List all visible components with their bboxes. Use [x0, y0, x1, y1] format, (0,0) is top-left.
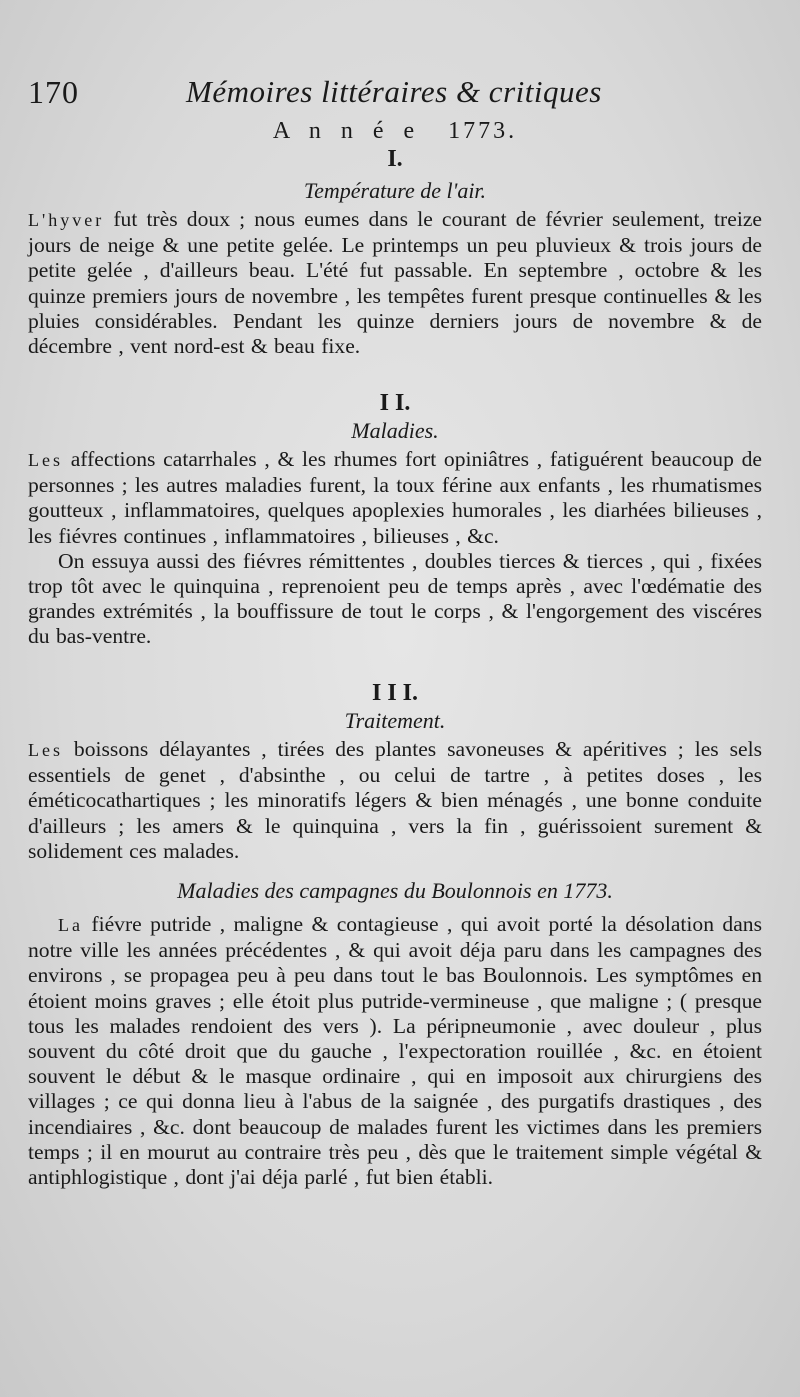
section-1-paragraph — [28, 207, 762, 359]
section-2-numeral: I I. — [379, 390, 411, 416]
section-3-title: Traitement. — [344, 708, 446, 733]
section-2-paragraph — [28, 447, 762, 650]
section-1-title: Température de l'air. — [303, 178, 487, 203]
section-3-paragraph — [28, 737, 762, 864]
section-4-lead: La — [58, 915, 83, 935]
running-title: Mémoires littéraires & critiques — [186, 74, 602, 109]
page-header — [28, 74, 760, 118]
section-3-lead: Les — [28, 740, 63, 760]
section-4-text: fiévre putride , maligne & contagieuse , qui avoit porté la désolation dans notre ville les années précédentes , & qui avoit déja paru dans les campagnes des environs , se propagea peu à peu dans tout le bas Boulonnois. Les symptômes en étoient moins graves ; elle étoit plus putride-vermineuse , que maligne ; ( presque tous les malades rendoient des vers ). La péripneumonie , avec douleur , plus souvent du côté droit que du gauche , l'expectoration rouillée , &c. en étoient souvent le début & le masque ordinaire , qui en imposoit aux chirurgiens des villages ; ce qui donna lieu à l'abus de la saignée , des purgatifs drastiques , des incendiaires , &c. dont beaucoup de malades furent les victimes dans les premiers temps ; il en mourut au contraire très peu , dès que le traitement simple végétal & antiphlogistique , dont j'ai déja parlé , fut bien établi. — [28, 912, 762, 1190]
section-1-numeral: I. — [387, 146, 403, 172]
section-2-title: Maladies. — [351, 418, 439, 443]
section-1-lead: L'hyver — [28, 210, 105, 230]
section-4-paragraph — [28, 912, 762, 1190]
year-number: 1773. — [448, 118, 518, 144]
section-1-text: fut très doux ; nous eumes dans le courant de février seulement, treize jours de neige & une petite gelée. Le printemps un peu pluvieux & trois jours de petite gelée , d'ailleurs beau. L'été fut passable. En septembre , octobre & les quinze premiers jours de novembre , les tempêtes furent presque continuelles & les pluies considérables. Pendant les quinze derniers jours de novembre & de décembre , vent nord-est & beau fixe. — [28, 207, 762, 359]
year-word: A n n é e — [272, 118, 422, 144]
section-2-text: affections catarrhales , & les rhumes fort opiniâtres , fatiguérent beaucoup de personnes ; les autres maladies furent, la toux férine aux enfants , les rhumatismes goutteux , inflammatoires, quelques apoplexies humorales , les diarhées bilieuses , les fiévres continues , inflammatoires , bilieuses , &c. — [28, 447, 762, 548]
section-2-lead: Les — [28, 450, 63, 470]
year-heading — [28, 118, 762, 145]
page-number: 170 — [28, 74, 79, 110]
section-3-text: boissons délayantes , tirées des plantes savoneuses & apéritives ; les sels essentiels de genet , d'absinthe , ou celui de tartre , à petites doses , les éméticocathartiques ; les minoratifs légers & bien ménagés , une bonne conduite d'ailleurs ; les amers & le quinquina , vers la fin , guérissoient surement & solidement ces malades. — [28, 737, 762, 863]
section-3-numeral: I I I. — [371, 680, 419, 706]
section-4-title: Maladies des campagnes du Boulonnois en 1773. — [177, 878, 613, 903]
section-2-paragraph-2: On essuya aussi des fiévres rémittentes , doubles tierces & tierces , qui , fixées trop tôt avec le quinquina , reprenoient peu de temps après , avec l'œdématie des grandes extrémités , la bouffissure de tout le corps , & l'engorgement des viscéres du bas-ventre. — [28, 548, 762, 649]
